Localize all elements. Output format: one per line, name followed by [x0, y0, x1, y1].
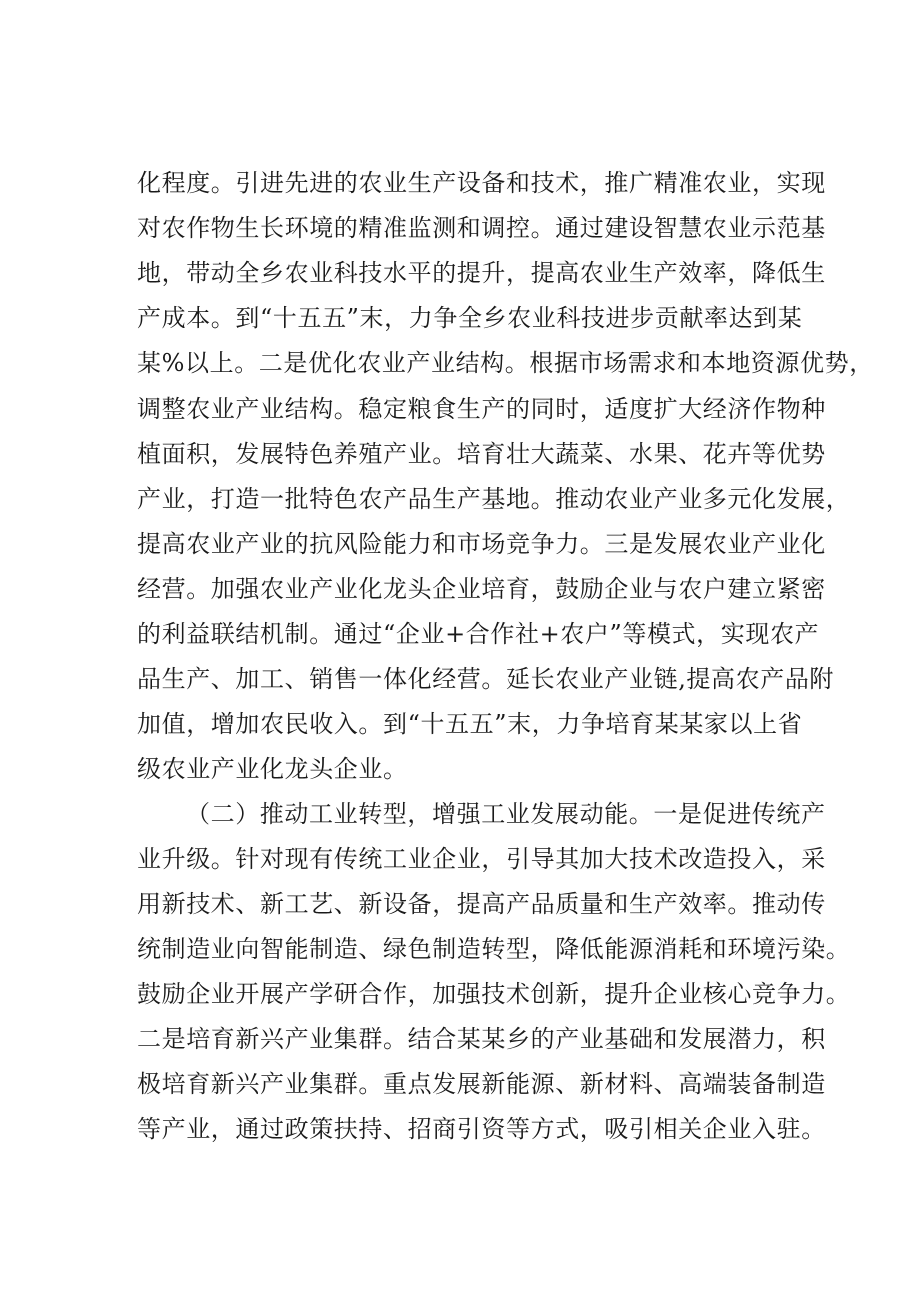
text-line: 级农业产业化龙头企业。 — [137, 755, 408, 783]
text-line: 加值，增加农民收入。到“十五五”末，力争培育某某家以上省 — [137, 710, 803, 738]
text-line: 鼓励企业开展产学研合作，加强技术创新，提升企业核心竞争力。 — [137, 980, 851, 1008]
text-line: 提高农业产业的抗风险能力和市场竞争力。三是发展农业产业化 — [137, 530, 826, 558]
text-line: 等产业，通过政策扶持、招商引资等方式，吸引相关企业入驻。 — [137, 1115, 826, 1143]
text-line: 业升级。针对现有传统工业企业，引导其加大技术改造投入，采 — [137, 845, 826, 873]
text-line: 品生产、加工、销售一体化经营。延长农业产业链,提高农产品附 — [137, 665, 835, 693]
text-line: 用新技术、新工艺、新设备，提高产品质量和生产效率。推动传 — [137, 890, 826, 918]
text-line: 地，带动全乡农业科技水平的提升，提高农业生产效率，降低生 — [137, 259, 826, 287]
text-line: 极培育新兴产业集群。重点发展新能源、新材料、高端装备制造 — [137, 1070, 826, 1098]
text-line: 对农作物生长环境的精准监测和调控。通过建设智慧农业示范基 — [137, 214, 826, 242]
section-heading-line: （二）推动工业转型，增强工业发展动能。一是促进传统产 — [186, 800, 826, 828]
text-line: 二是培育新兴产业集群。结合某某乡的产业基础和发展潜力，积 — [137, 1025, 826, 1053]
text-line: 化程度。引进先进的农业生产设备和技术，推广精准农业，实现 — [137, 169, 826, 197]
text-line: 经营。加强农业产业化龙头企业培育，鼓励企业与农户建立紧密 — [137, 575, 826, 603]
text-line: 的利益联结机制。通过“企业+合作社+农户”等模式，实现农产 — [137, 620, 820, 648]
text-line: 统制造业向智能制造、绿色制造转型，降低能源消耗和环境污染。 — [137, 935, 851, 963]
text-line: 植面积，发展特色养殖产业。培育壮大蔬菜、水果、花卉等优势 — [137, 440, 826, 468]
text-line: 某%以上。二是优化农业产业结构。根据市场需求和本地资源优势， — [137, 349, 874, 377]
text-line: 产成本。到“十五五”末，力争全乡农业科技进步贡献率达到某 — [137, 304, 803, 332]
text-line: 调整农业产业结构。稳定粮食生产的同时，适度扩大经济作物种 — [137, 395, 826, 423]
text-line: 产业，打造一批特色农产品生产基地。推动农业产业多元化发展， — [137, 485, 851, 513]
